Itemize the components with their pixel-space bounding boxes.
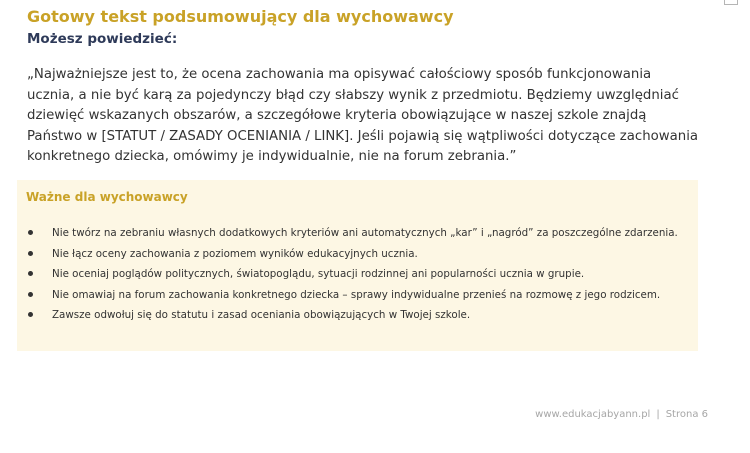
teacher-note-title: Ważne dla wychowawcy [26,190,188,204]
footer-website: www.edukacjabyann.pl [535,409,651,420]
bullet-icon [28,251,33,256]
list-item-text: Nie twórz na zebraniu własnych dodatkowych kryteriów ani automatycznych „kar” i „nagród” za poszczególne zdarzenia. [52,227,678,239]
bullet-icon [28,312,33,317]
bullet-icon [28,292,33,297]
list-item [26,246,686,262]
page-corner-mark [724,0,738,5]
list-item-text: Nie łącz oceny zachowania z poziomem wyników edukacyjnych ucznia. [52,247,418,260]
teacher-note-list [26,225,686,328]
list-item [26,225,686,241]
summary-quote: „Najważniejsze jest to, że ocena zachowania ma opisywać całościowy sposób funkcjonowania ucznia, a nie być karą za pojedynczy błąd czy słabszy wynik z przedmiotu. Będziemy uwzględniać dziewięć wskazanych obszarów, a szczegółowe kryteria obowiązujące w naszej szkole znajdą Państwo w [STATUT / ZASADY OCENIANIA / LINK]. Jeśli pojawią się wątpliwości dotyczące zachowania konkretnego dziecka, omówimy je indywidualnie, nie na forum zebrania.” [27,67,699,164]
list-item [26,307,686,323]
bullet-icon [28,230,33,235]
list-item [26,266,686,282]
footer-page-number: Strona 6 [665,409,708,420]
list-item [26,287,686,303]
list-item-text: Nie omawiaj na forum zachowania konkretnego dziecka – sprawy indywidualne przenieś na rozmowę z jego rodzicem. [52,288,661,301]
teacher-note-box [17,180,698,351]
list-item-text: Nie oceniaj poglądów politycznych, światopoglądu, sytuacji rodzinnej ani popularności ucznia w grupie. [52,268,585,280]
page-footer [535,409,708,420]
page-title: Gotowy tekst podsumowujący dla wychowawcy [27,7,454,26]
page-subtitle: Możesz powiedzieć: [27,31,178,47]
bullet-icon [28,271,33,276]
footer-separator: | [656,409,660,420]
list-item-text: Zawsze odwołuj się do statutu i zasad oceniania obowiązujących w Twojej szkole. [52,309,471,321]
